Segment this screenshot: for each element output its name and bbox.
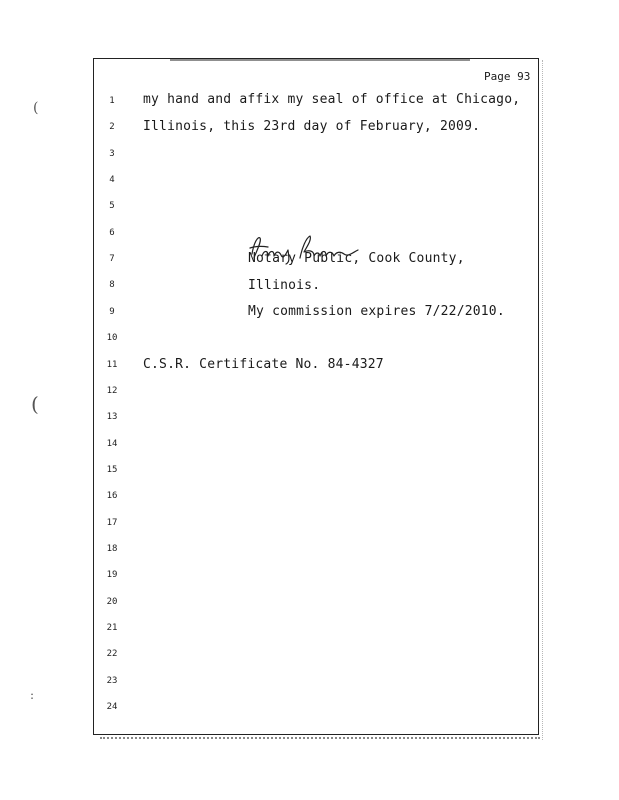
line-number: 9: [109, 306, 115, 317]
line-number: 16: [106, 491, 118, 502]
line-number: 7: [109, 254, 115, 265]
transcript-line-8: Illinois.: [248, 278, 321, 293]
line-number: 6: [109, 227, 115, 238]
transcript-line-2: Illinois, this 23rd day of February, 2009.: [143, 119, 481, 134]
line-number: 21: [106, 623, 118, 633]
line-number: 20: [106, 596, 118, 607]
line-number: 1: [109, 96, 115, 106]
line-number: 24: [106, 702, 118, 713]
scan-edge-right: [542, 60, 543, 740]
binding-hole-mark: (: [33, 100, 39, 116]
line-number: 2: [109, 122, 115, 133]
transcript-line-1: my hand and affix my seal of office at Chicago,: [143, 92, 521, 107]
binding-hole-mark: :: [30, 688, 35, 702]
scan-edge-bottom: [100, 737, 540, 739]
line-number: 14: [106, 438, 118, 449]
line-number: 4: [109, 175, 115, 186]
line-number: 15: [106, 464, 118, 475]
line-number: 13: [106, 412, 118, 423]
line-number: 12: [106, 385, 118, 396]
page-number: Page 93: [484, 70, 531, 83]
line-number: 23: [106, 675, 118, 686]
notary-signature: [248, 232, 363, 266]
transcript-line-7: Notary Public, Cook County,: [248, 251, 465, 266]
line-number: 3: [109, 148, 115, 159]
binding-hole-mark: (: [31, 392, 39, 416]
line-number: 17: [106, 517, 118, 528]
line-number: 22: [106, 649, 118, 660]
line-number: 10: [106, 333, 118, 344]
line-number: 19: [106, 570, 118, 581]
line-number: 11: [106, 359, 118, 370]
line-number: 5: [109, 201, 115, 212]
transcript-line-9: My commission expires 7/22/2010.: [248, 304, 505, 319]
transcript-page-frame: [93, 58, 539, 735]
line-number: 8: [109, 280, 115, 291]
transcript-line-11: C.S.R. Certificate No. 84-4327: [143, 357, 384, 372]
line-number: 18: [106, 543, 118, 554]
